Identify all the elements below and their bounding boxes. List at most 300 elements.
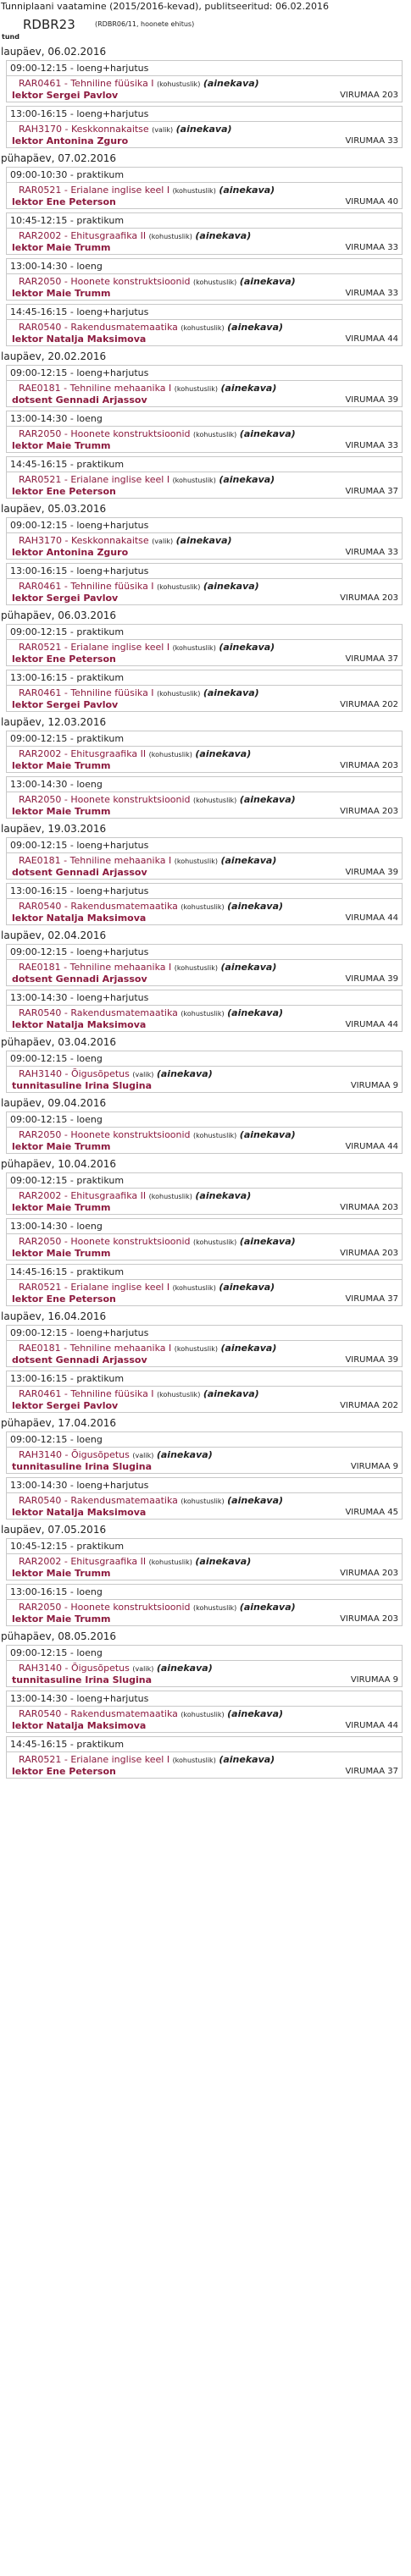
course-name[interactable]: Ehitusgraafika II [70,748,147,759]
lesson-time: 13:00-14:30 - loeng+harjutus [7,990,402,1006]
ainekava-link[interactable]: (ainekava) [219,1282,275,1293]
ainekava-link[interactable]: (ainekava) [220,383,277,394]
room-label: VIRUMAA 203 [340,1249,398,1258]
room-label: VIRUMAA 203 [340,91,398,100]
lecturer-name[interactable]: lektor Ene Peterson [12,654,116,665]
lesson-meta [12,1462,398,1472]
lecturer-name[interactable]: lektor Maie Trumm [12,288,111,299]
course-code[interactable]: RAH3170 [19,124,62,135]
lesson-time: 09:00-12:15 - loeng+harjutus [7,518,402,533]
lesson-time: 09:00-12:15 - praktikum [7,625,402,640]
course-type: (kohustuslik) [193,431,237,439]
lesson-meta [12,913,398,924]
lesson-meta [12,1142,398,1152]
ainekava-link[interactable]: (ainekava) [175,124,232,135]
lesson-body [7,1493,402,1519]
course-code[interactable]: RAR0540 [19,901,62,912]
course-code[interactable]: RAR2050 [19,1236,62,1247]
ainekava-link[interactable]: (ainekava) [239,428,296,439]
lecturer-name[interactable]: tunnitasuline Irina Slugina [12,1461,153,1472]
course-type: (kohustuslik) [181,324,225,332]
lesson-time: 13:00-14:30 - loeng [7,411,402,427]
lesson-card [6,776,403,819]
lesson-card [6,883,403,925]
course-code[interactable]: RAH3170 [19,535,62,546]
room-label: VIRUMAA 9 [350,1081,398,1090]
lesson-card [6,1645,403,1687]
course-name[interactable]: Erialane inglise keel I [70,1754,170,1765]
course-name[interactable]: Ehitusgraafika II [70,1556,147,1567]
lesson-card [6,1325,403,1367]
lesson-body [7,1067,402,1092]
day-heading: laupäev, 20.02.2016 [1,350,107,362]
course-code[interactable]: RAR0461 [19,78,62,89]
course-name[interactable]: Ehitusgraafika II [70,230,147,241]
ainekava-link[interactable]: (ainekava) [219,185,275,196]
room-label: VIRUMAA 203 [340,761,398,770]
lesson-card [6,212,403,255]
lesson-time: 14:45-16:15 - loeng+harjutus [7,305,402,320]
course-name[interactable]: Hoonete konstruktsioonid [70,1129,191,1140]
room-label: VIRUMAA 33 [345,136,398,146]
course-name[interactable]: Tehniline mehaanika I [69,962,172,973]
course-type: (kohustuslik) [174,1345,218,1353]
lecturer-name[interactable]: lektor Ene Peterson [12,1294,116,1305]
room-label: VIRUMAA 203 [340,1203,398,1212]
lesson-card [6,1584,403,1626]
lecturer-name[interactable]: lektor Ene Peterson [12,486,116,497]
lecturer-name[interactable]: tunnitasuline Irina Slugina [12,1080,153,1091]
lesson-card [6,1051,403,1093]
course-code[interactable]: RAR0521 [19,1754,62,1765]
course-line: RAR0540 - Rakendusmatemaatika (kohustuslik) (ainekava) [19,1495,284,1506]
room-label: VIRUMAA 203 [340,1614,398,1624]
lesson-time: 09:00-12:15 - loeng+harjutus [7,838,402,853]
day-heading: laupäev, 16.04.2016 [1,1310,107,1322]
lecturer-name[interactable]: tunnitasuline Irina Slugina [12,1674,153,1685]
course-type: (kohustuslik) [174,858,218,865]
lesson-body [7,1006,402,1031]
course-code[interactable]: RAR2050 [19,1602,62,1613]
group-header [0,14,411,42]
course-name[interactable]: Hoonete konstruktsioonid [70,1236,191,1247]
lesson-time: 09:00-12:15 - loeng [7,1112,402,1128]
room-label: VIRUMAA 33 [345,441,398,450]
course-code[interactable]: RAR2002 [19,1190,62,1201]
ainekava-link[interactable]: (ainekava) [195,1190,252,1201]
course-name[interactable]: Tehniline mehaanika I [69,383,172,394]
lesson-body [7,1234,402,1260]
course-type: (kohustuslik) [181,1010,225,1018]
course-type: (kohustuslik) [148,1558,192,1566]
lecturer-name[interactable]: lektor Maie Trumm [12,242,111,253]
room-label: VIRUMAA 39 [345,395,398,405]
lecturer-name[interactable]: lektor Ene Peterson [12,196,116,207]
course-type: (kohustuslik) [172,1284,216,1292]
lecturer-name[interactable]: dotsent Gennadi Arjassov [12,974,147,985]
course-code[interactable]: RAR0521 [19,642,62,653]
lecturer-name[interactable]: dotsent Gennadi Arjassov [12,867,147,878]
course-line: RAH3140 - Õigusõpetus (valik) (ainekava) [19,1663,213,1674]
course-name[interactable]: Hoonete konstruktsioonid [70,1602,191,1613]
day-heading: pühapäev, 10.04.2016 [1,1158,116,1170]
day-heading: laupäev, 07.05.2016 [1,1524,107,1536]
lesson-body [7,1128,402,1153]
course-name[interactable]: Tehniline füüsika I [70,581,154,592]
lesson-meta [12,91,398,101]
ainekava-link[interactable]: (ainekava) [219,642,275,653]
room-label: VIRUMAA 44 [345,334,398,344]
lesson-time: 09:00-12:15 - praktikum [7,1173,402,1189]
room-label: VIRUMAA 37 [345,1767,398,1776]
course-name[interactable]: Tehniline füüsika I [70,1388,154,1399]
lesson-card [6,1691,403,1733]
lesson-body [7,899,402,924]
course-type: (kohustuslik) [157,80,201,88]
lesson-meta [12,868,398,878]
course-line: RAR2002 - Ehitusgraafika II (kohustuslik) (ainekava) [19,230,252,241]
ainekava-link[interactable]: (ainekava) [156,1068,213,1079]
course-code[interactable]: RAR2050 [19,276,62,287]
course-code[interactable]: RAH3140 [19,1663,62,1674]
course-line: RAR0521 - Erialane inglise keel I (kohustuslik) (ainekava) [19,642,275,653]
course-type: (kohustuslik) [172,187,216,195]
course-name[interactable]: Rakendusmatemaatika [70,1495,178,1506]
ainekava-link[interactable]: (ainekava) [227,901,284,912]
course-line: RAR0521 - Erialane inglise keel I (kohustuslik) (ainekava) [19,474,275,485]
ainekava-link[interactable]: (ainekava) [239,794,296,805]
lesson-meta [12,1767,398,1777]
course-name[interactable]: Õigusõpetus [70,1068,130,1079]
lesson-meta [12,136,398,146]
course-code[interactable]: RAE0181 [19,855,61,866]
room-label: VIRUMAA 33 [345,548,398,557]
course-code[interactable]: RAH3140 [19,1068,62,1079]
lesson-card [6,1371,403,1413]
course-line: RAR0540 - Rakendusmatemaatika (kohustuslik) (ainekava) [19,1007,284,1018]
lesson-card [6,1736,403,1779]
lecturer-name[interactable]: lektor Maie Trumm [12,1141,111,1152]
lesson-time: 09:00-12:15 - loeng+harjutus [7,366,402,381]
lesson-body [7,1341,402,1366]
course-name[interactable]: Rakendusmatemaatika [70,1708,178,1719]
course-line: RAR0461 - Tehniline füüsika I (kohustuslik) (ainekava) [19,78,259,89]
ainekava-link[interactable]: (ainekava) [203,687,259,698]
lesson-meta [12,548,398,558]
course-name[interactable]: Erialane inglise keel I [70,474,170,485]
course-line: RAR2002 - Ehitusgraafika II (kohustuslik) (ainekava) [19,1190,252,1201]
course-line: RAH3170 - Keskkonnakaitse (valik) (ainekava) [19,535,232,546]
room-label: VIRUMAA 202 [340,1401,398,1410]
ainekava-link[interactable]: (ainekava) [227,1495,284,1506]
room-label: VIRUMAA 44 [345,913,398,923]
lesson-card [6,1431,403,1474]
ainekava-link[interactable]: (ainekava) [227,1708,284,1719]
lesson-body [7,381,402,406]
lesson-time: 13:00-14:30 - loeng+harjutus [7,1691,402,1707]
course-code[interactable]: RAR2050 [19,428,62,439]
lecturer-name[interactable]: lektor Natalja Maksimova [12,1019,147,1030]
lesson-meta [12,243,398,253]
lesson-time: 10:45-12:15 - praktikum [7,213,402,229]
course-code[interactable]: RAR2002 [19,748,62,759]
lecturer-name[interactable]: lektor Maie Trumm [12,760,111,771]
lecturer-name[interactable]: lektor Sergei Pavlov [12,90,119,101]
lesson-time: 09:00-12:15 - loeng [7,1646,402,1661]
lesson-body [7,1387,402,1412]
lesson-card [6,731,403,773]
lecturer-name[interactable]: lektor Maie Trumm [12,1568,111,1579]
course-type: (kohustuslik) [174,964,218,972]
room-label: VIRUMAA 39 [345,868,398,877]
lecturer-name[interactable]: dotsent Gennadi Arjassov [12,1354,147,1365]
course-name[interactable]: Erialane inglise keel I [70,642,170,653]
course-line: RAR2050 - Hoonete konstruktsioonid (kohustuslik) (ainekava) [19,1602,296,1613]
lesson-card [6,1218,403,1260]
room-label: VIRUMAA 37 [345,487,398,496]
lecturer-name[interactable]: lektor Maie Trumm [12,1202,111,1213]
room-label: VIRUMAA 40 [345,197,398,207]
ainekava-link[interactable]: (ainekava) [195,1556,252,1567]
course-code[interactable]: RAR2002 [19,230,62,241]
course-name[interactable]: Keskkonnakaitse [70,535,149,546]
course-code[interactable]: RAR0540 [19,1708,62,1719]
course-name[interactable]: Erialane inglise keel I [70,1282,170,1293]
course-line: RAR0461 - Tehniline füüsika I (kohustuslik) (ainekava) [19,687,259,698]
course-name[interactable]: Õigusõpetus [70,1449,130,1460]
course-code[interactable]: RAE0181 [19,383,61,394]
lecturer-name[interactable]: lektor Maie Trumm [12,440,111,451]
course-type: (valik) [132,1665,154,1673]
ainekava-link[interactable]: (ainekava) [156,1663,213,1674]
ainekava-link[interactable]: (ainekava) [219,474,275,485]
day-heading: laupäev, 09.04.2016 [1,1097,107,1109]
lesson-meta [12,334,398,345]
lesson-time: 13:00-16:15 - loeng+harjutus [7,884,402,899]
lesson-meta [12,395,398,405]
course-name[interactable]: Hoonete konstruktsioonid [70,428,191,439]
course-name[interactable]: Tehniline mehaanika I [69,1343,172,1354]
ainekava-link[interactable]: (ainekava) [175,535,232,546]
page-title: Tunniplaani vaatamine (2015/2016-kevad), publitseeritud: 06.02.2016 [1,1,329,12]
course-line: RAE0181 - Tehniline mehaanika I (kohustuslik) (ainekava) [19,855,277,866]
course-name[interactable]: Rakendusmatemaatika [70,322,178,333]
day-heading: laupäev, 05.03.2016 [1,503,107,515]
course-code[interactable]: RAR0461 [19,581,62,592]
room-label: VIRUMAA 44 [345,1020,398,1029]
course-type: (kohustuslik) [181,1711,225,1718]
course-code[interactable]: RAH3140 [19,1449,62,1460]
lesson-body [7,427,402,452]
ainekava-link[interactable]: (ainekava) [203,1388,259,1399]
lesson-body [7,747,402,772]
room-label: VIRUMAA 39 [345,1355,398,1365]
course-code[interactable]: RAR2050 [19,794,62,805]
lesson-body [7,320,402,345]
lesson-meta [12,1355,398,1365]
course-code[interactable]: RAR0521 [19,185,62,196]
lecturer-name[interactable]: lektor Natalja Maksimova [12,1720,147,1731]
course-code[interactable]: RAR0521 [19,474,62,485]
course-line: RAH3140 - Õigusõpetus (valik) (ainekava) [19,1068,213,1079]
room-label: VIRUMAA 9 [350,1462,398,1471]
ainekava-link[interactable]: (ainekava) [203,78,259,89]
course-name[interactable]: Tehniline mehaanika I [69,855,172,866]
course-name[interactable]: Hoonete konstruktsioonid [70,276,191,287]
room-label: VIRUMAA 44 [345,1721,398,1730]
lesson-body [7,472,402,498]
course-code[interactable]: RAR2002 [19,1556,62,1567]
course-type: (kohustuslik) [148,751,192,758]
lesson-meta [12,1569,398,1579]
lesson-meta [12,761,398,771]
lesson-body [7,640,402,665]
lecturer-name[interactable]: lektor Maie Trumm [12,1248,111,1259]
lesson-meta [12,974,398,985]
course-line: RAE0181 - Tehniline mehaanika I (kohustuslik) (ainekava) [19,383,277,394]
lesson-body [7,183,402,208]
ainekava-link[interactable]: (ainekava) [239,1602,296,1613]
course-type: (kohustuslik) [172,477,216,484]
room-label: VIRUMAA 203 [340,1569,398,1578]
course-type: (kohustuslik) [174,385,218,393]
course-type: (kohustuslik) [193,1238,237,1246]
day-heading: laupäev, 02.04.2016 [1,929,107,941]
ainekava-link[interactable]: (ainekava) [227,322,284,333]
course-line: RAR2050 - Hoonete konstruktsioonid (kohustuslik) (ainekava) [19,428,296,439]
course-name[interactable]: Tehniline füüsika I [70,78,154,89]
lesson-card [6,670,403,712]
course-name[interactable]: Ehitusgraafika II [70,1190,147,1201]
ainekava-link[interactable]: (ainekava) [239,1129,296,1140]
lesson-time: 13:00-14:30 - loeng+harjutus [7,1478,402,1493]
lesson-meta [12,1614,398,1624]
lecturer-name[interactable]: lektor Sergei Pavlov [12,1400,119,1411]
course-line: RAR2050 - Hoonete konstruktsioonid (kohustuslik) (ainekava) [19,276,296,287]
day-heading: pühapäev, 03.04.2016 [1,1036,116,1048]
course-code[interactable]: RAR0540 [19,322,62,333]
course-code[interactable]: RAR0521 [19,1282,62,1293]
lecturer-name[interactable]: lektor Maie Trumm [12,806,111,817]
lesson-card [6,1264,403,1306]
course-line: RAR0540 - Rakendusmatemaatika (kohustuslik) (ainekava) [19,322,284,333]
lesson-body [7,1189,402,1214]
lecturer-name[interactable]: lektor Ene Peterson [12,1766,116,1777]
lecturer-name[interactable]: lektor Natalja Maksimova [12,1507,147,1518]
lesson-meta [12,700,398,710]
lesson-body [7,1600,402,1625]
lesson-card [6,456,403,499]
lesson-card [6,1477,403,1520]
lesson-time: 14:45-16:15 - praktikum [7,1265,402,1280]
lesson-card [6,365,403,407]
lecturer-name[interactable]: lektor Natalja Maksimova [12,913,147,924]
lesson-meta [12,441,398,451]
lesson-body [7,533,402,559]
ainekava-link[interactable]: (ainekava) [227,1007,284,1018]
course-code[interactable]: RAR2050 [19,1129,62,1140]
day-heading: pühapäev, 06.03.2016 [1,610,116,621]
day-heading: pühapäev, 07.02.2016 [1,152,116,164]
lesson-meta [12,197,398,207]
lesson-time: 09:00-10:30 - praktikum [7,168,402,183]
course-name[interactable]: Tehniline füüsika I [70,687,154,698]
lesson-card [6,411,403,453]
course-code[interactable]: RAE0181 [19,962,61,973]
course-type: (kohustuslik) [181,1498,225,1505]
course-name[interactable]: Hoonete konstruktsioonid [70,794,191,805]
course-line: RAE0181 - Tehniline mehaanika I (kohustuslik) (ainekava) [19,962,277,973]
ainekava-link[interactable]: (ainekava) [220,855,277,866]
lecturer-name[interactable]: lektor Antonina Zguro [12,547,129,558]
lesson-time: 10:45-12:15 - praktikum [7,1539,402,1554]
course-name[interactable]: Keskkonnakaitse [70,124,149,135]
course-code[interactable]: RAR0461 [19,687,62,698]
course-line: RAR0521 - Erialane inglise keel I (kohustuslik) (ainekava) [19,185,275,196]
ainekava-link[interactable]: (ainekava) [195,748,252,759]
ainekava-link[interactable]: (ainekava) [156,1449,213,1460]
course-code[interactable]: RAR0461 [19,1388,62,1399]
course-code[interactable]: RAR0540 [19,1495,62,1506]
lesson-meta [12,289,398,299]
lecturer-name[interactable]: lektor Antonina Zguro [12,135,129,146]
lesson-time: 09:00-12:15 - loeng+harjutus [7,61,402,76]
lesson-meta [12,1508,398,1518]
lecturer-name[interactable]: dotsent Gennadi Arjassov [12,394,147,405]
course-type: (valik) [132,1452,154,1459]
course-type: (kohustuslik) [157,583,201,591]
lesson-time: 13:00-16:15 - loeng+harjutus [7,107,402,122]
lesson-body [7,686,402,711]
lecturer-name[interactable]: lektor Sergei Pavlov [12,699,119,710]
ainekava-link[interactable]: (ainekava) [239,1236,296,1247]
lecturer-name[interactable]: lektor Maie Trumm [12,1613,111,1624]
course-name[interactable]: Erialane inglise keel I [70,185,170,196]
ainekava-link[interactable]: (ainekava) [239,276,296,287]
ainekava-link[interactable]: (ainekava) [195,230,252,241]
lesson-time: 09:00-12:15 - loeng+harjutus [7,1326,402,1341]
tund-label: tund [2,33,19,41]
group-subtitle: (RDBR06/11, hoonete ehitus) [95,20,195,28]
lesson-meta [12,1020,398,1030]
course-type: (kohustuslik) [157,690,201,698]
lesson-body [7,1448,402,1473]
lecturer-name[interactable]: lektor Sergei Pavlov [12,593,119,604]
lesson-body [7,229,402,254]
ainekava-link[interactable]: (ainekava) [219,1754,275,1765]
course-code[interactable]: RAE0181 [19,1343,61,1354]
course-code[interactable]: RAR0540 [19,1007,62,1018]
lesson-body [7,122,402,147]
room-label: VIRUMAA 9 [350,1675,398,1685]
ainekava-link[interactable]: (ainekava) [220,1343,277,1354]
room-label: VIRUMAA 33 [345,289,398,298]
room-label: VIRUMAA 45 [345,1508,398,1517]
lesson-meta [12,807,398,817]
lesson-card [6,1111,403,1154]
ainekava-link[interactable]: (ainekava) [203,581,259,592]
lesson-card [6,304,403,346]
course-line: RAH3170 - Keskkonnakaitse (valik) (ainekava) [19,124,232,135]
course-name[interactable]: Rakendusmatemaatika [70,901,178,912]
day-heading: pühapäev, 08.05.2016 [1,1630,116,1642]
course-name[interactable]: Õigusõpetus [70,1663,130,1674]
ainekava-link[interactable]: (ainekava) [220,962,277,973]
course-name[interactable]: Rakendusmatemaatika [70,1007,178,1018]
lecturer-name[interactable]: lektor Natalja Maksimova [12,334,147,345]
course-line: RAE0181 - Tehniline mehaanika I (kohustuslik) (ainekava) [19,1343,277,1354]
lesson-card [6,837,403,880]
